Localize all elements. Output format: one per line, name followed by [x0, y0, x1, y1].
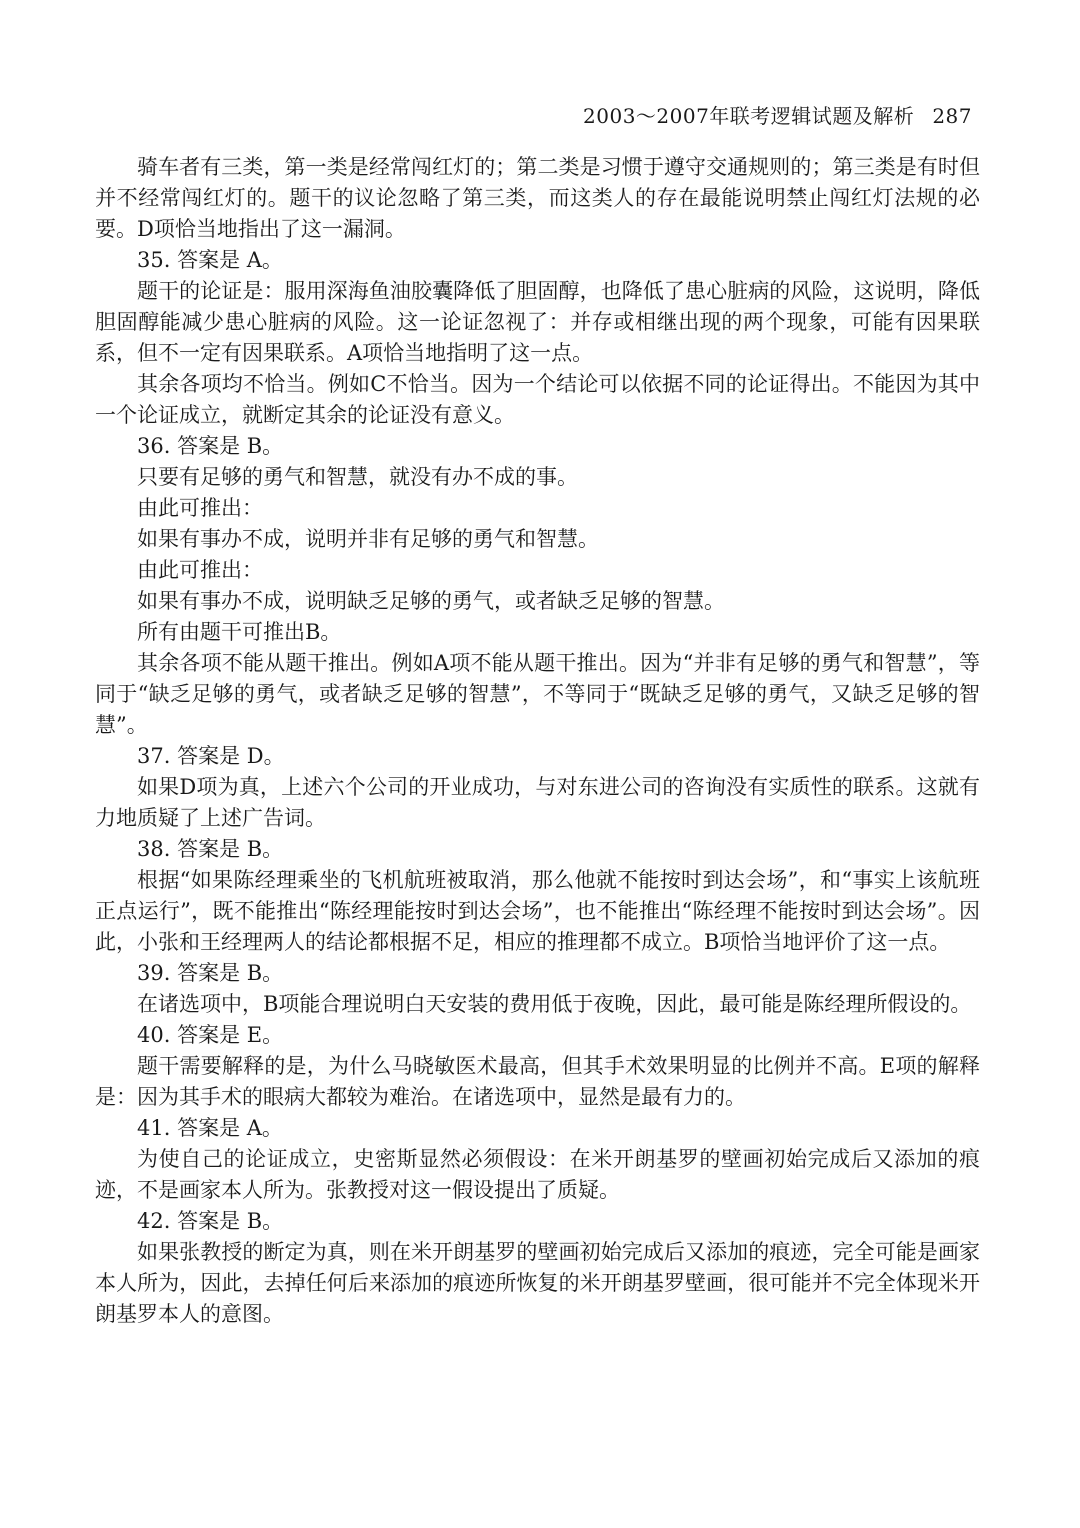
paragraph-36-infer-1: 由此可推出： — [137, 496, 263, 520]
answer-40: 40. 答案是 E。 — [137, 1023, 284, 1047]
paragraph-36-step-1: 如果有事办不成，说明并非有足够的勇气和智慧。 — [137, 527, 599, 551]
paragraph-34-explanation: 骑车者有三类，第一类是经常闯红灯的；第二类是习惯于遵守交通规则的；第三类是有时但并不经常闯红灯的。题干的议论忽略了第三类，而这类人的存在最能说明禁止闯红灯法规的必要。D项恰当地指出了这一漏洞。 — [95, 155, 980, 241]
paragraph-42-explanation: 如果张教授的断定为真，则在米开朗基罗的壁画初始完成后又添加的痕迹，完全可能是画家本人所为，因此，去掉任何后来添加的痕迹所恢复的米开朗基罗壁画，很可能并不完全体现米开朗基罗本人的意图。 — [95, 1240, 980, 1326]
answer-35: 35. 答案是 A。 — [137, 248, 283, 272]
paragraph-38-explanation: 根据“如果陈经理乘坐的飞机航班被取消，那么他就不能按时到达会场”，和“事实上该航班正点运行”，既不能推出“陈经理能按时到达会场”，也不能推出“陈经理不能按时到达会场”。因此，小张和王经理两人的结论都根据不足，相应的推理都不成立。B项恰当地评价了这一点。 — [95, 868, 980, 954]
header-title: 2003～2007年联考逻辑试题及解析 — [583, 104, 915, 128]
paragraph-40-explanation: 题干需要解释的是，为什么马晓敏医术最高，但其手术效果明显的比例并不高。E项的解释是：因为其手术的眼病大都较为难治。在诸选项中，显然是最有力的。 — [95, 1054, 980, 1109]
answer-42: 42. 答案是 B。 — [137, 1209, 284, 1233]
paragraph-36-step-2: 如果有事办不成，说明缺乏足够的勇气，或者缺乏足够的智慧。 — [137, 589, 725, 613]
page-number: 287 — [932, 104, 972, 128]
paragraph-39-explanation: 在诸选项中，B项能合理说明白天安装的费用低于夜晚，因此，最可能是陈经理所假设的。 — [137, 992, 972, 1016]
paragraph-35-explanation: 题干的论证是：服用深海鱼油胶囊降低了胆固醇，也降低了患心脏病的风险，这说明，降低胆固醇能减少患心脏病的风险。这一论证忽视了：并存或相继出现的两个现象，可能有因果联系，但不一定有因果联系。A项恰当地指明了这一点。 — [95, 279, 980, 365]
running-header — [583, 100, 972, 129]
answer-41: 41. 答案是 A。 — [137, 1116, 283, 1140]
answer-37: 37. 答案是 D。 — [137, 744, 285, 768]
paragraph-41-explanation: 为使自己的论证成立，史密斯显然必须假设：在米开朗基罗的壁画初始完成后又添加的痕迹，不是画家本人所为。张教授对这一假设提出了质疑。 — [95, 1147, 980, 1202]
paragraph-36-conclusion: 所有由题干可推出B。 — [137, 620, 342, 644]
paragraph-36-others: 其余各项不能从题干推出。例如A项不能从题干推出。因为“并非有足够的勇气和智慧”，等同于“缺乏足够的勇气，或者缺乏足够的智慧”，不等同于“既缺乏足够的勇气，又缺乏足够的智慧”。 — [95, 651, 980, 737]
answer-39: 39. 答案是 B。 — [137, 961, 284, 985]
page-body — [95, 152, 980, 1330]
paragraph-36-infer-2: 由此可推出： — [137, 558, 263, 582]
paragraph-35-others: 其余各项均不恰当。例如C不恰当。因为一个结论可以依据不同的论证得出。不能因为其中一个论证成立，就断定其余的论证没有意义。 — [95, 372, 980, 427]
answer-38: 38. 答案是 B。 — [137, 837, 284, 861]
paragraph-37-explanation: 如果D项为真，上述六个公司的开业成功，与对东进公司的咨询没有实质性的联系。这就有力地质疑了上述广告词。 — [95, 775, 980, 830]
paragraph-36-premise: 只要有足够的勇气和智慧，就没有办不成的事。 — [137, 465, 578, 489]
answer-36: 36. 答案是 B。 — [137, 434, 284, 458]
